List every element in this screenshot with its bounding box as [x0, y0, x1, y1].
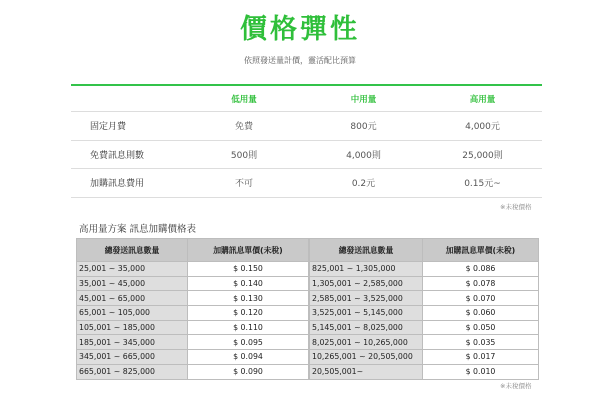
price-cell: $ 0.086 [423, 262, 539, 277]
header-quantity: 總發送訊息數量 [310, 239, 423, 262]
plan-header-mid: 中用量 [304, 85, 423, 112]
table-row [310, 306, 539, 321]
table-cell: 免費 [184, 112, 304, 141]
table-cell: 4,000元 [423, 112, 542, 141]
range-cell: 20,505,001~ [310, 364, 423, 379]
tax-note: ※未稅價格 [500, 382, 532, 390]
table-row [77, 291, 309, 306]
header-unit-price: 加購訊息單價(未稅) [188, 239, 309, 262]
table-row [77, 335, 309, 350]
table-cell: 25,000則 [423, 140, 542, 169]
price-header-row [77, 239, 309, 262]
table-row [310, 320, 539, 335]
table-row [310, 291, 539, 306]
price-cell: $ 0.010 [423, 364, 539, 379]
price-table-title: 高用量方案 訊息加購價格表 [79, 224, 197, 235]
row-label: 加購訊息費用 [71, 169, 184, 198]
table-row [77, 276, 309, 291]
table-row [310, 350, 539, 365]
price-header-row [310, 239, 539, 262]
price-cell: $ 0.017 [423, 350, 539, 365]
plan-header-row [71, 85, 542, 112]
price-cell: $ 0.095 [188, 335, 309, 350]
row-label: 免費訊息則數 [71, 140, 184, 169]
price-cell: $ 0.110 [188, 320, 309, 335]
price-cell: $ 0.150 [188, 262, 309, 277]
plan-header-empty [71, 85, 184, 112]
range-cell: 8,025,001 ~ 10,265,000 [310, 335, 423, 350]
range-cell: 10,265,001 ~ 20,505,000 [310, 350, 423, 365]
plan-comparison-table [71, 84, 542, 198]
price-table-right [309, 238, 539, 380]
header-quantity: 總發送訊息數量 [77, 239, 188, 262]
range-cell: 185,001 ~ 345,000 [77, 335, 188, 350]
table-row [310, 276, 539, 291]
range-cell: 2,585,001 ~ 3,525,000 [310, 291, 423, 306]
table-row [71, 112, 542, 141]
price-cell: $ 0.090 [188, 364, 309, 379]
header-unit-price: 加購訊息單價(未稅) [423, 239, 539, 262]
range-cell: 3,525,001 ~ 5,145,000 [310, 306, 423, 321]
price-cell: $ 0.060 [423, 306, 539, 321]
table-cell: 800元 [304, 112, 423, 141]
plan-header-high: 高用量 [423, 85, 542, 112]
row-label: 固定月費 [71, 112, 184, 141]
price-cell: $ 0.050 [423, 320, 539, 335]
tax-note: ※未稅價格 [500, 203, 532, 211]
range-cell: 105,001 ~ 185,000 [77, 320, 188, 335]
price-cell: $ 0.094 [188, 350, 309, 365]
table-row [77, 262, 309, 277]
table-row [77, 320, 309, 335]
price-cell: $ 0.035 [423, 335, 539, 350]
table-row [77, 306, 309, 321]
range-cell: 45,001 ~ 65,000 [77, 291, 188, 306]
price-table-left [76, 238, 309, 380]
table-row [71, 169, 542, 198]
table-cell: 500則 [184, 140, 304, 169]
table-row [310, 364, 539, 379]
range-cell: 825,001 ~ 1,305,000 [310, 262, 423, 277]
range-cell: 665,001 ~ 825,000 [77, 364, 188, 379]
table-row [310, 335, 539, 350]
range-cell: 35,001 ~ 45,000 [77, 276, 188, 291]
table-cell: 不可 [184, 169, 304, 198]
table-row [310, 262, 539, 277]
range-cell: 65,001 ~ 105,000 [77, 306, 188, 321]
table-row [71, 140, 542, 169]
range-cell: 345,001 ~ 665,000 [77, 350, 188, 365]
price-cell: $ 0.070 [423, 291, 539, 306]
price-cell: $ 0.120 [188, 306, 309, 321]
price-cell: $ 0.130 [188, 291, 309, 306]
price-cell: $ 0.078 [423, 276, 539, 291]
table-cell: 0.2元 [304, 169, 423, 198]
range-cell: 1,305,001 ~ 2,585,000 [310, 276, 423, 291]
page-subtitle: 依照發送量計價，靈活配比預算 [244, 56, 356, 65]
table-row [77, 364, 309, 379]
page-title: 價格彈性 [240, 14, 360, 45]
plan-header-low: 低用量 [184, 85, 304, 112]
table-row [77, 350, 309, 365]
price-cell: $ 0.140 [188, 276, 309, 291]
table-cell: 0.15元~ [423, 169, 542, 198]
table-cell: 4,000則 [304, 140, 423, 169]
range-cell: 5,145,001 ~ 8,025,000 [310, 320, 423, 335]
range-cell: 25,001 ~ 35,000 [77, 262, 188, 277]
